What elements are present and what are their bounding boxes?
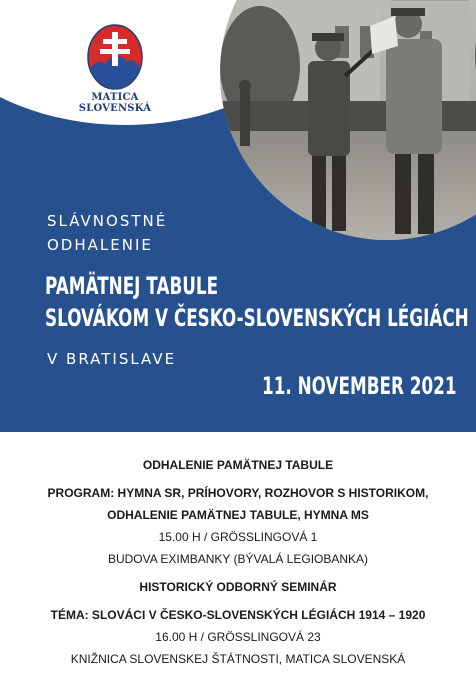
kicker-line1: SLÁVNOSTNÉ [47, 212, 168, 230]
program-line2: ODHALENIE PAMÄTNEJ TABULE, HYMNA MS [107, 508, 369, 522]
seminar-theme: TÉMA: SLOVÁCI V ČESKO-SLOVENSKÝCH LÉGIÁCH 1914 – 1920 [50, 608, 426, 622]
time-location1: 15.00 H / GRÖSSLINGOVÁ 1 [158, 530, 318, 544]
headline-line1: PAMÄTNEJ TABULE [45, 272, 219, 300]
heading-seminar: HISTORICKÝ ODBORNÝ SEMINÁR [139, 580, 337, 594]
headline-line2: SLOVÁKOM V ČESKO-SLOVENSKÝCH LÉGIÁCH [45, 304, 469, 332]
matica-slovenska-logo [72, 24, 158, 124]
venue2: KNIŽNICA SLOVENSKEJ ŠTÁTNOSTI, MATICA SLOVENSKÁ [70, 652, 406, 666]
program-details [0, 454, 476, 670]
event-date: 11. NOVEMBER 2021 [262, 372, 457, 400]
shield-cross-icon [87, 24, 143, 90]
program-line1: PROGRAM: HYMNA SR, PRÍHOVORY, ROZHOVOR S HISTORIKOM, [47, 486, 429, 500]
venue1: BUDOVA EXIMBANKY (BÝVALÁ LEGIOBANKA) [107, 552, 369, 566]
logo-text-line1: MATICA [91, 92, 139, 103]
logo-text-line2: SLOVENSKÁ [78, 103, 152, 114]
time-location2: 16.00 H / GRÖSSLINGOVÁ 23 [155, 630, 321, 644]
city: V BRATISLAVE [47, 350, 177, 368]
kicker-line2: ODHALENIE [47, 236, 153, 254]
heading-unveiling: ODHALENIE PAMÄTNEJ TABULE [142, 458, 334, 472]
